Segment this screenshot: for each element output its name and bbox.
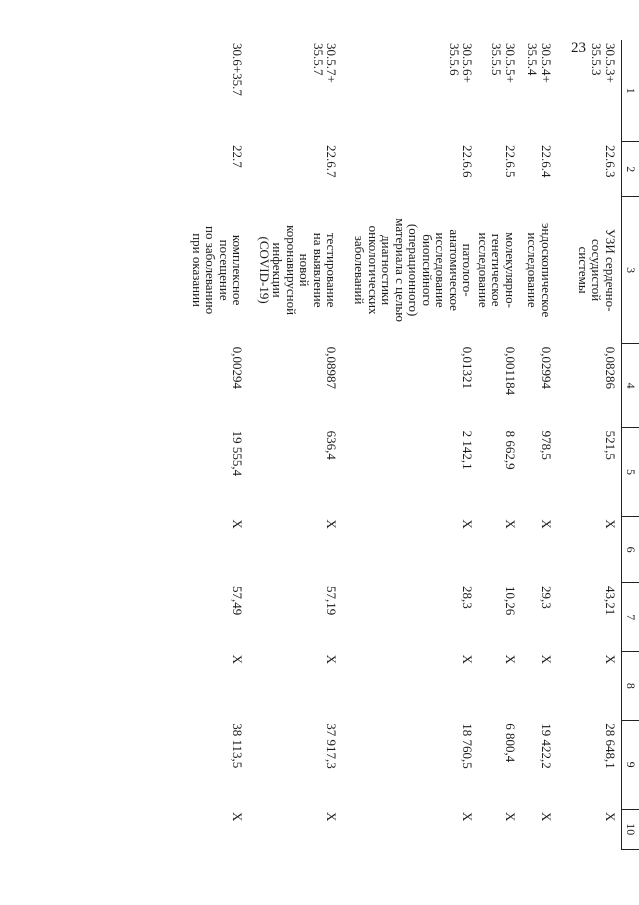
header-col-3: 3: [622, 196, 639, 343]
amount-cell: 37 917,3: [324, 723, 340, 769]
table-row: [477, 40, 520, 850]
rate-cell: 28,3: [460, 585, 476, 609]
rate-cell: 10,26: [503, 585, 518, 616]
col8-cell: Х: [460, 654, 476, 664]
tariff-table: [191, 40, 639, 850]
header-col-10: 10: [622, 809, 639, 849]
col10-cell: Х: [603, 812, 618, 822]
header-row: [622, 40, 639, 850]
header-col-5: 5: [622, 428, 639, 517]
header-col-2: 2: [622, 142, 639, 197]
table-row: [341, 40, 477, 850]
coefficient-cell: 0,001184: [503, 346, 518, 396]
col8-cell: Х: [230, 654, 246, 664]
service-name-cell: УЗИ сердечно- сосудистой системы: [576, 228, 618, 312]
col8-cell: Х: [539, 654, 554, 664]
amount-cell: 38 113,5: [230, 723, 246, 769]
code-cell: 30.6+35.7: [230, 43, 246, 96]
code-cell: 30.5.6+ 35.5.6: [447, 43, 476, 83]
coefficient-cell: 0,08286: [603, 346, 618, 390]
table-row: [191, 40, 247, 850]
col10-cell: Х: [460, 812, 476, 822]
col6-cell: Х: [539, 519, 554, 529]
value-cell: 2 142,1: [460, 430, 476, 470]
code-cell: 30.5.4+ 35.5.4: [525, 43, 554, 83]
code-cell: 30.5.3+ 35.5.3: [589, 43, 618, 83]
coefficient-cell: 0,08987: [324, 346, 340, 390]
rotated-table-block: [130, 40, 639, 850]
service-name-cell: комплексное посещение по заболеванию при оказании: [190, 226, 246, 315]
header-col-4: 4: [622, 344, 639, 428]
subcode-cell: 22.7: [230, 144, 246, 168]
value-cell: 19 555,4: [230, 430, 246, 477]
col6-cell: Х: [603, 519, 618, 529]
amount-cell: 28 648,1: [603, 723, 618, 769]
code-cell: 30.5.5+ 35.5.5: [489, 43, 518, 83]
col6-cell: Х: [230, 519, 246, 529]
value-cell: 636,4: [324, 430, 340, 460]
header-col-7: 7: [622, 583, 639, 652]
subcode-cell: 22.6.3: [603, 144, 618, 178]
value-cell: 8 662,9: [503, 430, 518, 470]
header-col-6: 6: [622, 516, 639, 583]
col10-cell: Х: [539, 812, 554, 822]
table-header: [622, 40, 639, 850]
rate-cell: 57,49: [230, 585, 246, 616]
col6-cell: Х: [503, 519, 518, 529]
subcode-cell: 22.6.6: [460, 144, 476, 178]
amount-cell: 19 422,2: [539, 723, 554, 769]
header-col-9: 9: [622, 720, 639, 809]
col10-cell: Х: [324, 812, 340, 822]
table-row: [519, 40, 555, 850]
col10-cell: Х: [230, 812, 246, 822]
service-name-cell: патолого- анатомическое исследование биопсийного (операционного) материала с целью диагностики онкологических заболеваний: [352, 218, 476, 322]
code-cell: 30.5.7+ 35.5.7: [311, 43, 340, 83]
header-col-1: 1: [622, 40, 639, 142]
header-col-8: 8: [622, 652, 639, 721]
service-name-cell: эндоскопическое исследование: [525, 222, 554, 318]
col8-cell: Х: [603, 654, 618, 664]
col8-cell: Х: [503, 654, 518, 664]
col6-cell: Х: [460, 519, 476, 529]
table-row: [555, 40, 622, 850]
subcode-cell: 22.6.4: [539, 144, 554, 178]
subcode-cell: 22.6.5: [503, 144, 518, 178]
coefficient-cell: 0,00294: [230, 346, 246, 390]
rate-cell: 43,21: [603, 585, 618, 616]
amount-cell: 6 800,4: [503, 723, 518, 763]
coefficient-cell: 0,01321: [460, 346, 476, 390]
page-number: 23: [571, 40, 586, 56]
subcode-cell: 22.6.7: [324, 144, 340, 178]
amount-cell: 18 760,5: [460, 723, 476, 769]
table-row: [247, 40, 341, 850]
service-name-cell: тестирование на выявление новой коронавирусной инфекции (COVID-19): [257, 225, 340, 316]
col6-cell: Х: [324, 519, 340, 529]
col10-cell: Х: [503, 812, 518, 822]
coefficient-cell: 0,02994: [539, 346, 554, 390]
value-cell: 521,5: [603, 430, 618, 460]
rate-cell: 57,19: [324, 585, 340, 616]
col8-cell: Х: [324, 654, 340, 664]
rate-cell: 29,3: [539, 585, 554, 609]
table-body: [191, 40, 622, 850]
value-cell: 978,5: [539, 430, 554, 460]
service-name-cell: молекулярно- генетическое исследование: [476, 232, 518, 308]
